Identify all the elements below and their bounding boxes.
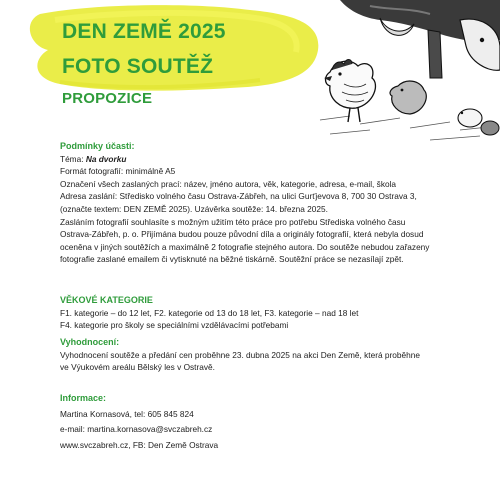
evaluation-line-2: ve Výukovém areálu Bělský les v Ostravě.: [60, 362, 215, 373]
evaluation-section: [60, 336, 470, 374]
conditions-heading: Podmínky účasti:: [60, 141, 135, 151]
conditions-line: Označení všech zaslaných prací: název, jméno autora, věk, kategorie, adresa, e-mail, škola: [60, 178, 397, 189]
farmyard-illustration: [310, 0, 500, 150]
theme-line: [60, 153, 470, 166]
age-categories-heading: VĚKOVÉ KATEGORIE: [60, 295, 153, 305]
subtitle: PROPOZICE: [62, 90, 153, 107]
contact-email[interactable]: e-mail: martina.kornasova@svczabreh.cz: [60, 424, 213, 435]
age-categories-line-2: F4. kategorie pro školy se speciálními vzdělávacími potřebami: [60, 320, 289, 331]
contact-web[interactable]: www.svczabreh.cz, FB: Den Země Ostrava: [60, 439, 219, 450]
conditions-line: (označte textem: DEN ZEMĚ 2025). Uzávěrka soutěže: 14. března 2025.: [60, 203, 328, 214]
title-line-1: DEN ZEMĚ 2025: [62, 20, 226, 43]
conditions-line: Formát fotografií: minimálně A5: [60, 166, 176, 177]
theme-value: Na dvorku: [85, 153, 127, 164]
conditions-line: Zasláním fotografií souhlasíte s možným užitím této práce pro potřebu Střediska volného času: [60, 216, 406, 227]
age-categories-section: [60, 294, 470, 332]
conditions-line: oceněna v jiných soutěžích a maximálně 2 fotografie stejného autora. Do soutěže nebudou zařazeny: [60, 241, 430, 252]
contact-phone: Martina Kornasová, tel: 605 845 824: [60, 408, 194, 419]
evaluation-line-1: Vyhodnocení soutěže a předání cen proběhne 23. dubna 2025 na akci Den Země, která proběhne: [60, 349, 420, 360]
conditions-line: Ostrava-Zábřeh, p. o. Přijímána budou pouze původní díla a originály fotografií, která nebyla dosud: [60, 229, 424, 240]
conditions-section: [60, 140, 470, 266]
evaluation-heading: Vyhodnocení:: [60, 337, 120, 347]
contact-section: [60, 392, 470, 451]
conditions-line: fotografie zaslané emailem či vytisknuté na běžné tiskárně. Soutěžní práce se nezasílají zpět.: [60, 254, 404, 265]
theme-label: Téma:: [60, 153, 86, 164]
title-line-2: FOTO SOUTĚŽ: [62, 55, 214, 78]
contact-heading: Informace:: [60, 393, 107, 403]
age-categories-line-1: F1. kategorie – do 12 let, F2. kategorie od 13 do 18 let, F3. kategorie – nad 18 let: [60, 307, 359, 318]
conditions-line: Adresa zaslání: Středisko volného času Ostrava-Zábřeh, na ulici Gurťjevova 8, 700 30 Ostrava 3,: [60, 191, 417, 202]
